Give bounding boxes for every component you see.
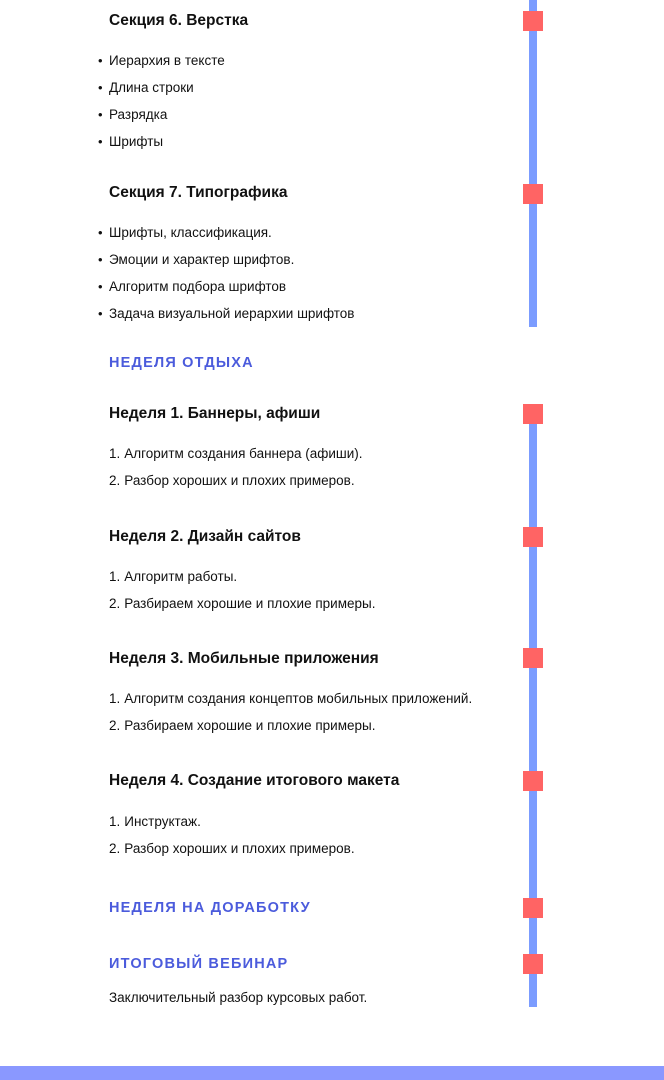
list-item: • Алгоритм подбора шрифтов (98, 279, 287, 294)
week-4-title: Неделя 4. Создание итогового макета (109, 772, 400, 789)
square-marker-icon (523, 527, 543, 547)
bullet-icon: • (98, 279, 103, 294)
timeline-line-upper (529, 0, 537, 327)
revision-week-heading: НЕДЕЛЯ НА ДОРАБОТКУ (109, 900, 311, 916)
square-marker-icon (523, 404, 543, 424)
bullet-icon: • (98, 252, 103, 267)
list-item: 1. Инструктаж. (109, 814, 201, 829)
square-marker-icon (523, 898, 543, 918)
week-2-title: Неделя 2. Дизайн сайтов (109, 528, 301, 545)
square-marker-icon (523, 954, 543, 974)
list-item: • Эмоции и характер шрифтов. (98, 252, 295, 267)
list-item: • Задача визуальной иерархии шрифтов (98, 306, 355, 321)
square-marker-icon (523, 771, 543, 791)
list-item: 2. Разбираем хорошие и плохие примеры. (109, 596, 376, 611)
bullet-icon: • (98, 80, 103, 95)
footer-bar (0, 1066, 664, 1080)
bullet-icon: • (98, 134, 103, 149)
square-marker-icon (523, 648, 543, 668)
section-6-title: Секция 6. Верстка (109, 12, 249, 29)
final-webinar-heading: ИТОГОВЫЙ ВЕБИНАР (109, 956, 289, 972)
section-7-title: Секция 7. Типографика (109, 184, 288, 201)
list-item: 1. Алгоритм создания баннера (афиши). (109, 446, 363, 461)
list-item: • Шрифты, классификация. (98, 225, 272, 240)
square-marker-icon (523, 11, 543, 31)
week-3-title: Неделя 3. Мобильные приложения (109, 650, 379, 667)
bullet-icon: • (98, 225, 103, 240)
bullet-icon: • (98, 107, 103, 122)
bullet-icon: • (98, 53, 103, 68)
square-marker-icon (523, 184, 543, 204)
list-item: 2. Разбор хороших и плохих примеров. (109, 841, 355, 856)
list-item: 1. Алгоритм работы. (109, 569, 238, 584)
rest-week-heading: НЕДЕЛЯ ОТДЫХА (109, 355, 254, 371)
list-item: 2. Разбор хороших и плохих примеров. (109, 473, 355, 488)
week-1-title: Неделя 1. Баннеры, афиши (109, 405, 321, 422)
final-webinar-description: Заключительный разбор курсовых работ. (109, 990, 368, 1005)
list-item: 1. Алгоритм создания концептов мобильных приложений. (109, 691, 473, 706)
list-item: • Иерархия в тексте (98, 53, 225, 68)
list-item: • Длина строки (98, 80, 194, 95)
bullet-icon: • (98, 306, 103, 321)
list-item: • Разрядка (98, 107, 168, 122)
list-item: 2. Разбираем хорошие и плохие примеры. (109, 718, 376, 733)
list-item: • Шрифты (98, 134, 164, 149)
